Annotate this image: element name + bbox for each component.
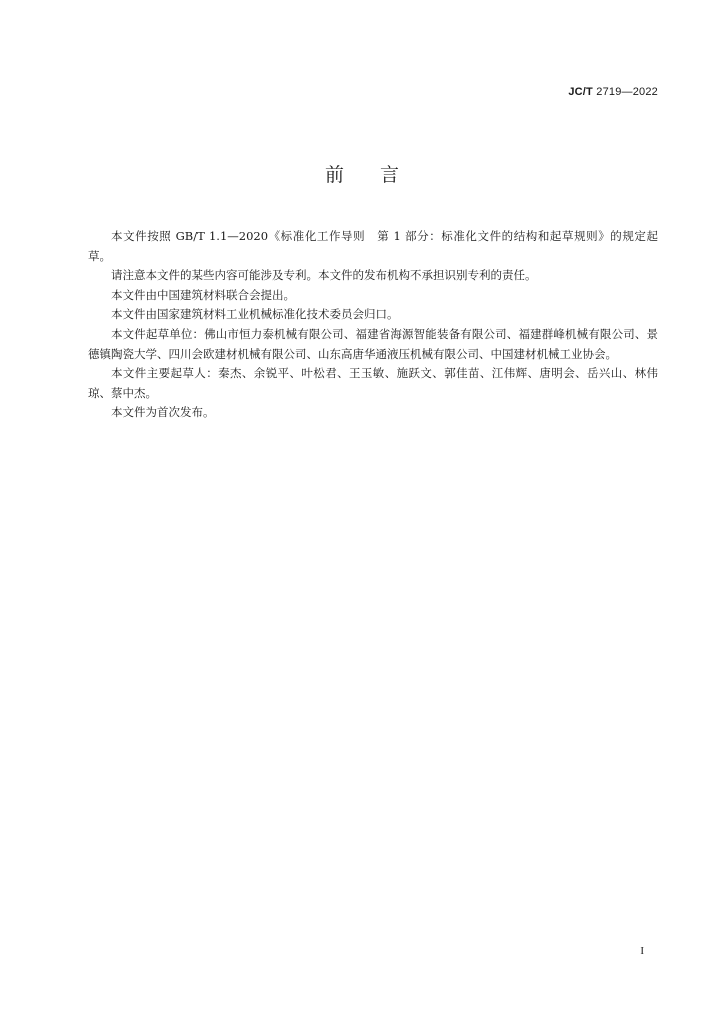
foreword-body xyxy=(88,227,658,423)
paragraph-proposer: 本文件由中国建筑材料联合会提出。 xyxy=(111,287,295,302)
standard-prefix: JC/T xyxy=(568,86,593,98)
paragraph-patent-notice: 请注意本文件的某些内容可能涉及专利。本文件的发布机构不承担识别专利的责任。 xyxy=(111,268,537,283)
page-title: 前言 xyxy=(324,164,435,186)
standard-number: 2719—2022 xyxy=(596,86,658,98)
paragraph-drafting-units: 本文件起草单位：佛山市恒力泰机械有限公司、福建省海源智能装备有限公司、福建群峰机械有限公司、景德镇陶瓷大学、四川会欧建材机械有限公司、山东高唐华通液压机械有限公司、中国建材机械工业协会。 xyxy=(88,326,658,361)
paragraph-drafters: 本文件主要起草人：秦杰、余锐平、叶松君、王玉敏、施跃文、郭佳苗、江伟辉、唐明会、岳兴山、林伟琼、蔡中杰。 xyxy=(88,366,658,400)
paragraph-first-release: 本文件为首次发布。 xyxy=(111,405,215,420)
standard-code xyxy=(568,86,658,98)
page-number: I xyxy=(640,945,644,957)
paragraph-technical-committee: 本文件由国家建筑材料工业机械标准化技术委员会归口。 xyxy=(111,307,399,322)
paragraph-drafting-rules: 本文件按照 GB/T 1.1—2020《标准化工作导则 第 1 部分：标准化文件的结构和起草规则》的规定起草。 xyxy=(88,229,658,263)
